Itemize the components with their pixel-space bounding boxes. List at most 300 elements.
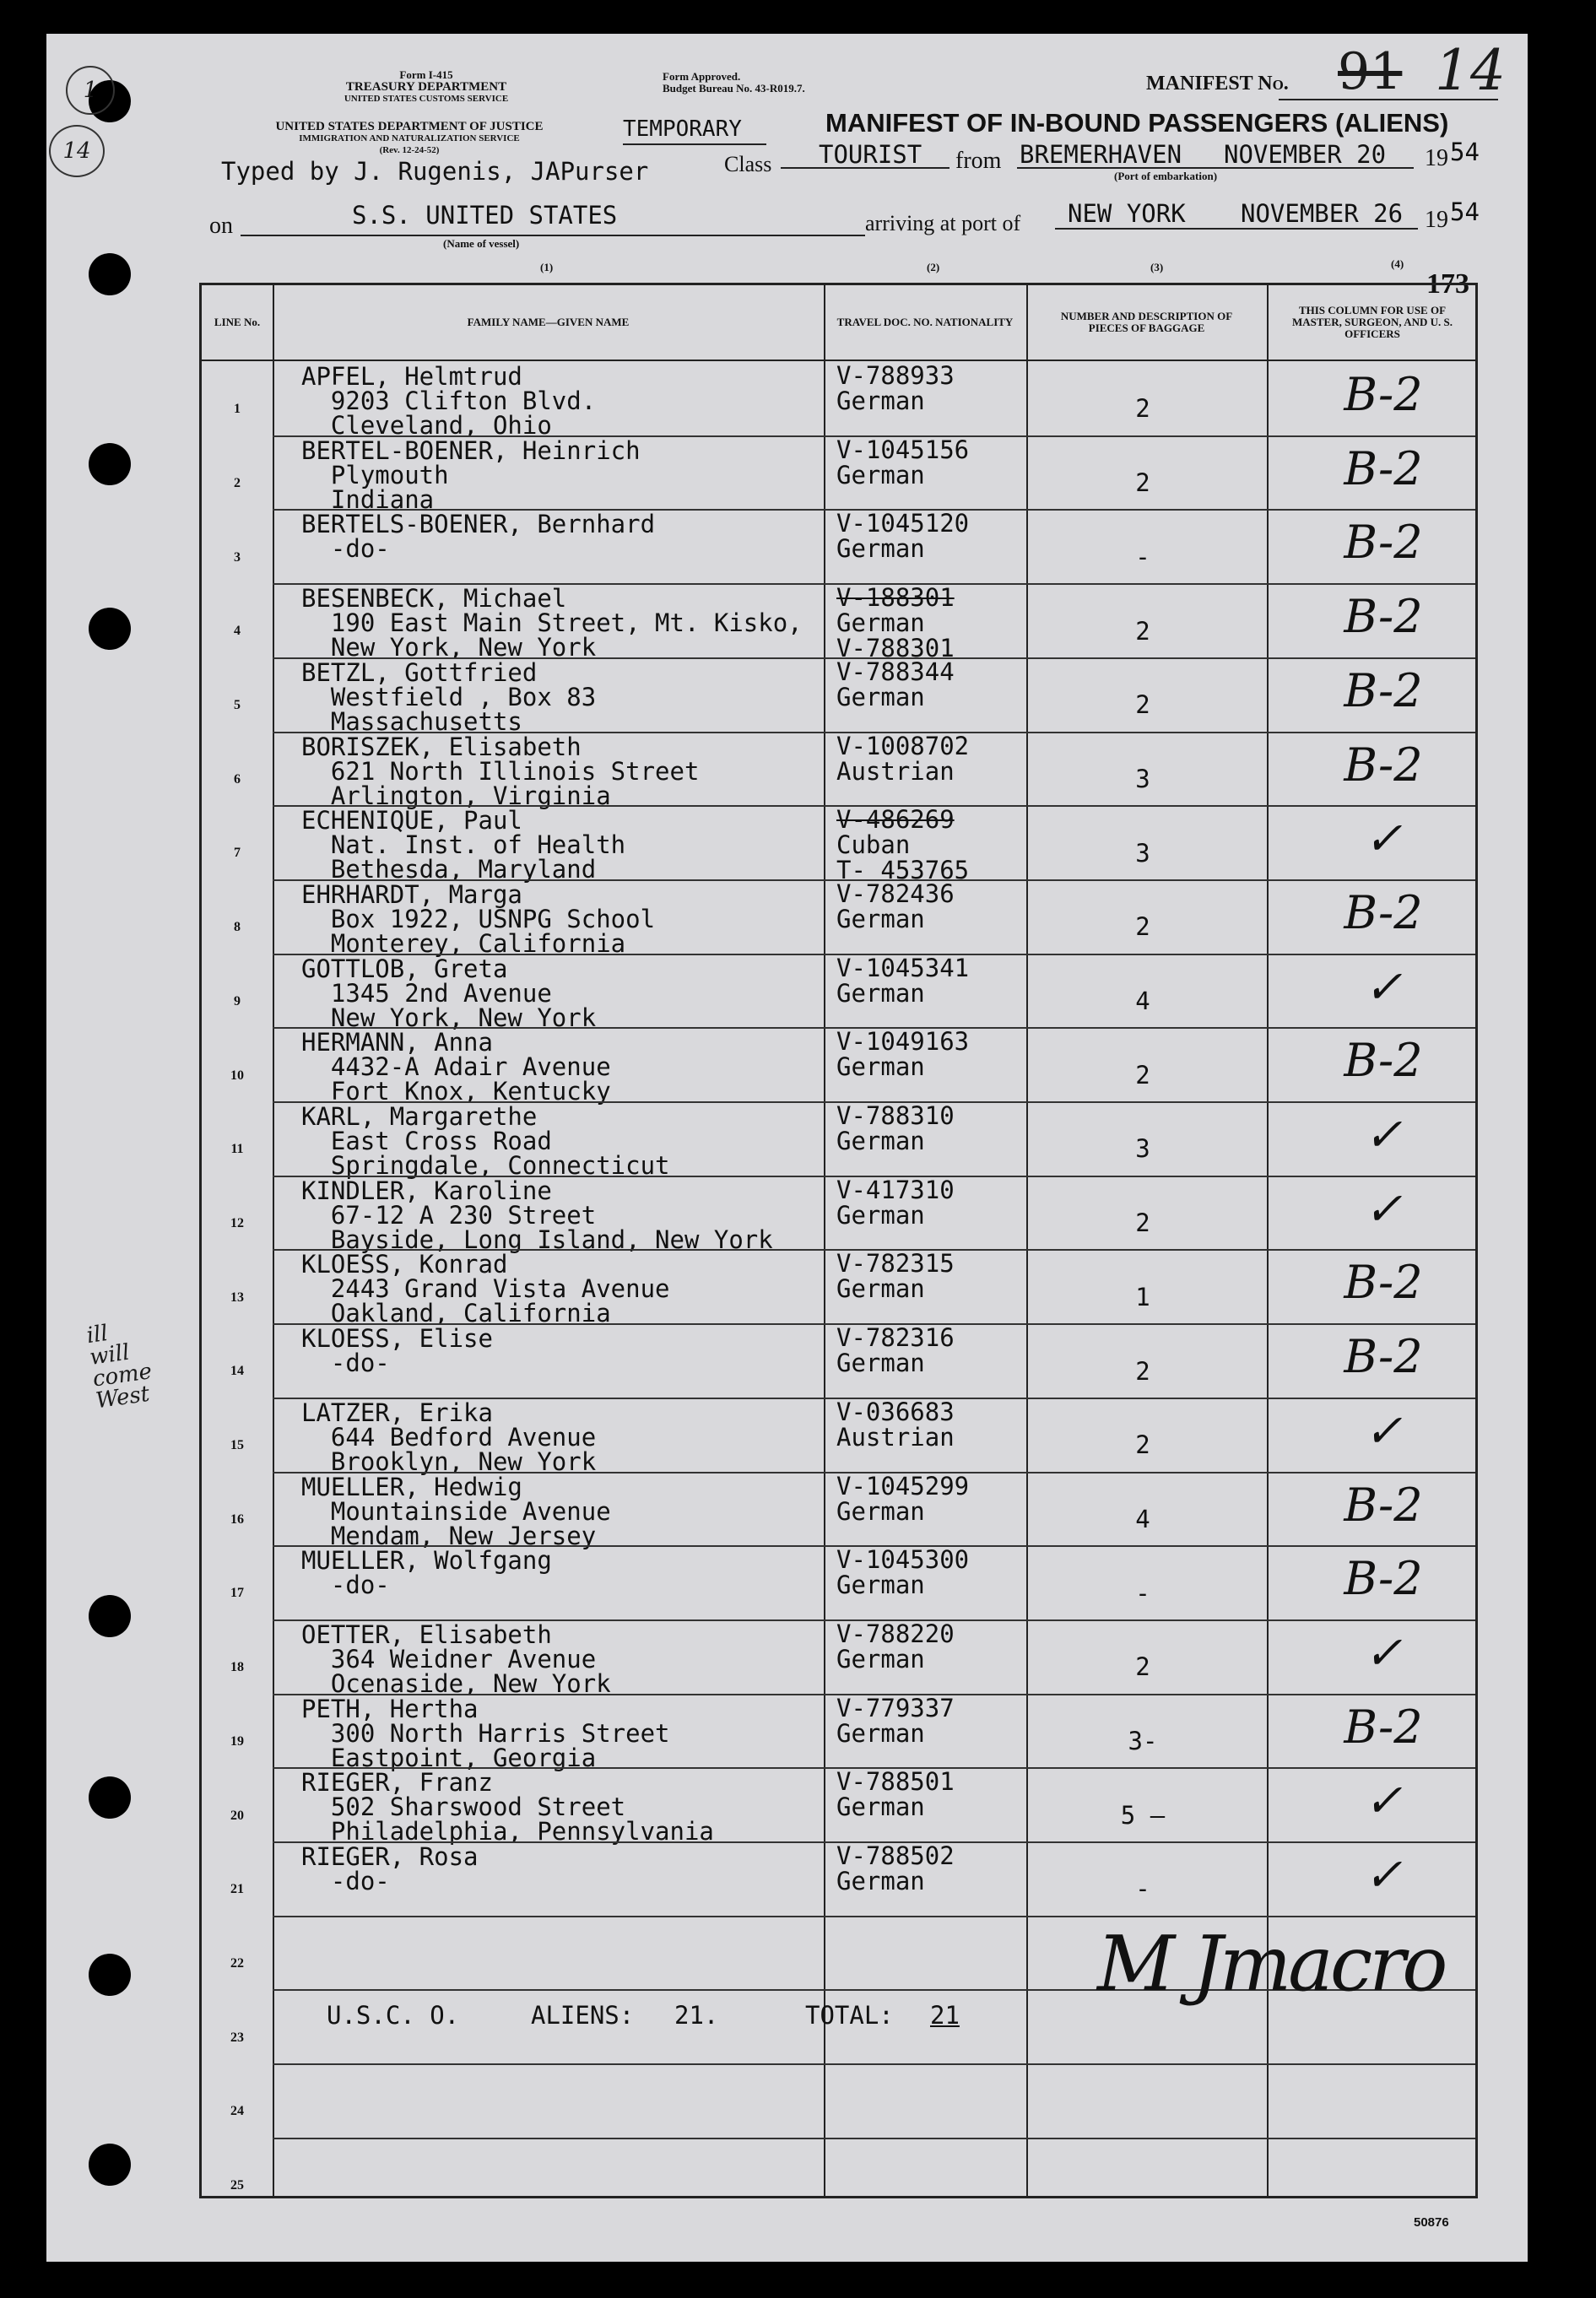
nationality: Austrian xyxy=(836,1422,955,1452)
class-underline xyxy=(781,167,949,169)
table-row xyxy=(202,731,1475,810)
table-row xyxy=(202,1027,1475,1106)
officer-mark: B-2 xyxy=(1344,590,1423,644)
passenger-address-line: Box 1922, USNPG School xyxy=(301,904,656,933)
line-number: 24 xyxy=(230,2104,244,2119)
travel-doc-nationality xyxy=(836,1325,955,1376)
travel-doc-number: V-788502 xyxy=(836,1841,955,1870)
margin-note: ill will come West xyxy=(84,1320,154,1414)
table-row xyxy=(202,1397,1475,1476)
passenger-address-line: Bayside, Long Island, New York xyxy=(301,1225,773,1254)
row-divider xyxy=(273,1249,1475,1251)
page-number: 173 xyxy=(1426,268,1469,300)
summary-total-label: TOTAL: xyxy=(805,2001,894,2030)
passenger-address-line: Massachusetts xyxy=(301,706,522,736)
passenger-address-line: 364 Weidner Avenue xyxy=(301,1644,597,1673)
nationality: German xyxy=(836,1496,925,1526)
travel-doc-nationality xyxy=(836,1547,969,1598)
passenger-address-line: Westfield , Box 83 xyxy=(301,682,597,711)
summary-aliens-value: 21. xyxy=(674,2001,719,2030)
arrival-underline xyxy=(1055,228,1418,230)
baggage-count: - xyxy=(1135,1578,1150,1608)
from-port: BREMERHAVEN xyxy=(1020,140,1182,169)
travel-doc-number: V-188301 xyxy=(836,583,955,613)
passenger-name: BETZL, Gottfried xyxy=(301,657,538,687)
travel-doc-nationality xyxy=(836,1177,955,1228)
nationality: German xyxy=(836,978,925,1008)
nationality: German xyxy=(836,1718,925,1748)
officer-mark: ✓ xyxy=(1364,1625,1403,1679)
line-number: 14 xyxy=(230,1364,244,1379)
row-divider xyxy=(273,1841,1475,1843)
line-number: 17 xyxy=(230,1586,244,1601)
passenger-name: BORISZEK, Elisabeth xyxy=(301,732,582,761)
passenger-address-line: Ocenaside, New York xyxy=(301,1668,611,1698)
passenger-address-line: Arlington, Virginia xyxy=(301,781,611,810)
travel-doc-nationality xyxy=(836,509,970,564)
nationality: German xyxy=(836,1052,925,1082)
passenger-name-address xyxy=(301,808,625,882)
line-number: 18 xyxy=(230,1660,244,1675)
officer-mark: B-2 xyxy=(1344,1478,1423,1532)
passenger-name-address xyxy=(301,1030,611,1104)
passenger-address-line: Fort Knox, Kentucky xyxy=(301,1077,611,1106)
row-divider xyxy=(273,435,1475,437)
passenger-name-address xyxy=(301,657,597,736)
passenger-name: KLOESS, Elise xyxy=(301,1324,493,1354)
officer-mark: B-2 xyxy=(1344,1256,1423,1310)
passenger-name: KLOESS, Konrad xyxy=(301,1250,508,1279)
travel-doc-number: V-036683 xyxy=(836,1397,955,1426)
officer-mark: B-2 xyxy=(1344,441,1423,495)
table-row xyxy=(202,1693,1475,1772)
passenger-name: GOTTLOB, Greta xyxy=(301,954,508,983)
row-divider xyxy=(273,509,1475,511)
justice-block: UNITED STATES DEPARTMENT OF JUSTICE IMMIGRATION AND NATURALIZATION SERVICE (Rev. 12-24-52) xyxy=(275,120,544,155)
nationality: Austrian xyxy=(836,756,955,786)
col-number-4: (4) xyxy=(1391,257,1404,270)
passenger-name: HERMANN, Anna xyxy=(301,1028,493,1057)
baggage-count: 3 xyxy=(1135,764,1150,793)
passenger-address-line: East Cross Road xyxy=(301,1127,552,1155)
table-row xyxy=(202,657,1475,736)
arrival-date: NOVEMBER 26 xyxy=(1241,199,1404,228)
passenger-address-line: 9203 Clifton Blvd. xyxy=(301,387,597,415)
passenger-name: OETTER, Elisabeth xyxy=(301,1619,552,1649)
table-row xyxy=(202,583,1475,663)
passenger-name-address xyxy=(301,954,597,1032)
travel-doc-nationality xyxy=(836,1621,955,1672)
line-number: 10 xyxy=(230,1068,244,1083)
travel-doc-nationality xyxy=(836,437,969,488)
passenger-name-address xyxy=(301,1324,493,1378)
baggage-count: 2 xyxy=(1135,1652,1150,1682)
passenger-address-line: 2443 Grand Vista Avenue xyxy=(301,1274,670,1304)
passenger-name: KARL, Margarethe xyxy=(301,1102,538,1131)
baggage-count: 3 xyxy=(1135,1134,1150,1164)
travel-doc-nationality xyxy=(836,1695,955,1746)
nationality: German xyxy=(836,904,925,933)
passenger-address-line: 67-12 A 230 Street xyxy=(301,1200,597,1230)
officer-mark: B-2 xyxy=(1344,1700,1423,1754)
baggage-count: - xyxy=(1135,1874,1150,1904)
passenger-address-line: -do- xyxy=(301,1571,390,1600)
col-header-doc: TRAVEL DOC. NO. NATIONALITY xyxy=(824,285,1026,361)
vessel-name: S.S. UNITED STATES xyxy=(352,201,618,230)
officer-mark: ✓ xyxy=(1364,1774,1403,1828)
passenger-name: BERTELS-BOENER, Bernhard xyxy=(301,510,656,539)
travel-doc-nationality xyxy=(836,363,955,414)
passenger-address-line: Brooklyn, New York xyxy=(301,1446,597,1476)
travel-doc-nationality xyxy=(836,881,955,932)
punch-hole xyxy=(89,1776,131,1819)
row-divider xyxy=(273,657,1475,659)
travel-doc-nationality xyxy=(836,955,969,1006)
travel-doc-nationality xyxy=(836,1027,970,1082)
line-number: 8 xyxy=(234,920,241,935)
manifest-hand-number: 14 xyxy=(1435,38,1506,103)
passenger-address-line: Bethesda, Maryland xyxy=(301,855,597,884)
nationality: German xyxy=(836,1792,925,1822)
travel-doc-number: V-1045156 xyxy=(836,435,970,464)
row-divider xyxy=(273,2138,1475,2139)
travel-doc-nationality xyxy=(836,733,969,784)
baggage-count: 2 xyxy=(1135,690,1150,720)
passenger-address-line: Mendam, New Jersey xyxy=(301,1521,597,1550)
travel-doc-nationality xyxy=(836,807,969,883)
travel-doc-number: V-1049163 xyxy=(836,1027,970,1057)
row-divider xyxy=(273,1694,1475,1695)
passenger-address-line: 1345 2nd Avenue xyxy=(301,978,552,1008)
passenger-address-line: Eastpoint, Georgia xyxy=(301,1743,597,1772)
punch-hole xyxy=(89,2144,131,2186)
line-number: 12 xyxy=(230,1215,244,1230)
temporary-stamp: TEMPORARY xyxy=(623,116,742,142)
line-number: 4 xyxy=(234,624,241,639)
arrival-year: 54 xyxy=(1450,197,1480,226)
travel-doc-number: V-417310 xyxy=(836,1175,955,1204)
table-row xyxy=(202,805,1475,885)
punch-hole xyxy=(89,1595,131,1637)
row-divider xyxy=(273,1472,1475,1473)
line-number: 1 xyxy=(234,402,241,417)
temporary-underline xyxy=(623,143,766,145)
line-number: 2 xyxy=(234,475,241,490)
passenger-address-line: -do- xyxy=(301,534,390,564)
passenger-address-line: New York, New York xyxy=(301,633,597,662)
passenger-name: ECHENIQUE, Paul xyxy=(301,806,522,835)
table-row xyxy=(202,2063,1475,2138)
passenger-name: APFEL, Helmtrud xyxy=(301,362,522,391)
typed-by: Typed by J. Rugenis, JAPurser xyxy=(221,157,649,186)
baggage-count: - xyxy=(1135,542,1150,571)
passenger-name-address xyxy=(301,1694,670,1772)
form-approved: Form Approved. Budget Bureau No. 43-R019.7. xyxy=(663,70,805,95)
baggage-count: 4 xyxy=(1135,987,1150,1016)
travel-doc-number: V-788310 xyxy=(836,1101,955,1130)
travel-doc-number: V-788344 xyxy=(836,657,955,686)
from-year: 54 xyxy=(1450,138,1480,166)
passenger-name-address xyxy=(301,510,656,564)
passenger-address-line: Plymouth xyxy=(301,460,449,489)
passenger-address-line: -do- xyxy=(301,1867,390,1895)
nationality: German xyxy=(836,1349,925,1378)
table-row xyxy=(202,435,1475,514)
officer-mark: B-2 xyxy=(1344,663,1423,717)
passenger-name-address xyxy=(301,1252,670,1326)
passenger-name: PETH, Hertha xyxy=(301,1694,479,1723)
punch-hole xyxy=(89,253,131,295)
col-header-line: LINE No. xyxy=(202,285,273,361)
nationality: German xyxy=(836,387,925,415)
passenger-address-line: New York, New York xyxy=(301,1003,597,1032)
passenger-address-line: Indiana xyxy=(301,484,435,514)
line-number: 25 xyxy=(230,2178,244,2193)
on-label: on xyxy=(209,213,233,239)
nationality: German xyxy=(836,534,925,564)
passenger-address-line: Oakland, California xyxy=(301,1299,611,1328)
row-divider xyxy=(273,2063,1475,2065)
row-divider xyxy=(273,1767,1475,1769)
passenger-name: RIEGER, Franz xyxy=(301,1768,493,1798)
passenger-name-address xyxy=(301,362,597,440)
passenger-address-line: 300 North Harris Street xyxy=(301,1718,670,1748)
passenger-name-address xyxy=(301,1472,611,1550)
port-embark-caption: (Port of embarkation) xyxy=(1114,170,1218,182)
nationality: German xyxy=(836,1127,925,1155)
treasury-block: Form I-415 TREASURY DEPARTMENT UNITED STATES CUSTOMS SERVICE xyxy=(344,68,509,104)
baggage-count: 4 xyxy=(1135,1504,1150,1533)
vessel-caption: (Name of vessel) xyxy=(443,237,520,250)
passenger-name-address xyxy=(301,1619,611,1698)
summary-total-value: 21 xyxy=(930,2001,960,2030)
passenger-name-address xyxy=(301,1842,479,1895)
passenger-address-line: Cleveland, Ohio xyxy=(301,411,552,440)
punch-hole xyxy=(89,608,131,650)
officer-signature: M Jmacro xyxy=(1097,1920,1445,2009)
travel-doc-nationality xyxy=(836,1473,969,1524)
manifest-label: MANIFEST No. xyxy=(1146,73,1289,95)
punch-hole xyxy=(89,1954,131,1996)
baggage-count: 3 xyxy=(1135,838,1150,868)
passenger-name-address xyxy=(301,1176,773,1254)
nationality: Cuban xyxy=(836,830,911,860)
travel-doc-number: V-1045300 xyxy=(836,1545,970,1575)
line-number: 11 xyxy=(230,1142,244,1157)
passenger-address-line: Nat. Inst. of Health xyxy=(301,830,626,860)
officer-mark: B-2 xyxy=(1344,1034,1423,1088)
col-header-baggage: NUMBER AND DESCRIPTION OF PIECES OF BAGGAGE xyxy=(1026,285,1267,361)
officer-mark: ✓ xyxy=(1364,1108,1403,1161)
class-label: Class xyxy=(724,152,772,176)
manifest-title: MANIFEST OF IN-BOUND PASSENGERS (ALIENS) xyxy=(825,108,1449,138)
baggage-count: 2 xyxy=(1135,616,1150,646)
baggage-count: 2 xyxy=(1135,394,1150,424)
vessel-underline xyxy=(241,235,865,236)
passenger-name: BESENBECK, Michael xyxy=(301,584,567,614)
travel-doc-number: V-779337 xyxy=(836,1693,955,1722)
travel-doc-number: V-1045120 xyxy=(836,509,970,538)
nationality: German xyxy=(836,1867,925,1895)
row-divider xyxy=(273,1027,1475,1029)
travel-doc-nationality xyxy=(836,1399,955,1450)
officer-mark: ✓ xyxy=(1364,1848,1403,1901)
baggage-count: 1 xyxy=(1135,1282,1150,1311)
travel-doc-nationality xyxy=(836,1767,955,1822)
table-row xyxy=(202,1249,1475,1328)
passenger-address-line: Springdale, Connecticut xyxy=(301,1151,670,1180)
baggage-count: 2 xyxy=(1135,912,1150,942)
baggage-count: 3- xyxy=(1128,1727,1158,1756)
travel-doc-number: V-1008702 xyxy=(836,731,970,760)
nationality: German xyxy=(836,1274,925,1304)
passenger-name: BERTEL-BOENER, Heinrich xyxy=(301,435,641,465)
baggage-count: 2 xyxy=(1135,1356,1150,1386)
from-date: NOVEMBER 20 xyxy=(1224,140,1387,169)
travel-doc-nationality xyxy=(836,659,955,710)
nationality: German xyxy=(836,1571,925,1600)
line-number: 21 xyxy=(230,1882,244,1897)
row-divider xyxy=(273,1176,1475,1177)
row-divider xyxy=(273,1101,1475,1103)
table-row xyxy=(202,953,1475,1032)
baggage-count: 2 xyxy=(1135,1060,1150,1090)
table-row xyxy=(202,2138,1475,2212)
line-number: 6 xyxy=(234,771,241,787)
passenger-name: EHRHARDT, Marga xyxy=(301,879,522,909)
table-row xyxy=(202,1545,1475,1619)
col-number-3: (3) xyxy=(1150,261,1164,273)
officer-mark: B-2 xyxy=(1344,368,1423,421)
passenger-name-address xyxy=(301,1546,552,1600)
passenger-name-address xyxy=(301,1398,597,1476)
line-number: 5 xyxy=(234,698,241,713)
travel-doc-number: V-782315 xyxy=(836,1249,955,1279)
form-code: 50876 xyxy=(1414,2215,1449,2230)
officer-mark: ✓ xyxy=(1364,960,1403,1014)
passenger-name-address xyxy=(301,584,803,662)
passenger-address-line: 190 East Main Street, Mt. Kisko, xyxy=(301,608,803,638)
arriving-label: arriving at port of xyxy=(865,211,1021,235)
arrival-port: NEW YORK xyxy=(1068,199,1186,228)
officer-mark: B-2 xyxy=(1344,1552,1423,1606)
from-label: from xyxy=(955,148,1002,174)
class-value: TOURIST xyxy=(819,140,922,169)
passenger-name-address xyxy=(301,1768,714,1847)
baggage-count: 2 xyxy=(1135,1430,1150,1460)
nationality: German xyxy=(836,682,925,711)
line-number: 13 xyxy=(230,1290,244,1305)
officer-mark: ✓ xyxy=(1364,812,1403,866)
row-divider xyxy=(273,1323,1475,1325)
passenger-name: KINDLER, Karoline xyxy=(301,1176,552,1205)
arrival-year-prefix: 19 xyxy=(1425,207,1448,233)
line-number: 9 xyxy=(234,993,241,1008)
line-number: 3 xyxy=(234,549,241,565)
travel-doc-number: V-788220 xyxy=(836,1619,955,1648)
line-number: 7 xyxy=(234,846,241,861)
line-number: 16 xyxy=(230,1511,244,1527)
line-number: 22 xyxy=(230,1955,244,1971)
nationality: German xyxy=(836,608,925,638)
table-row xyxy=(202,1471,1475,1550)
table-row xyxy=(202,1101,1475,1180)
officer-mark: B-2 xyxy=(1344,516,1423,570)
table-row xyxy=(202,1175,1475,1254)
officer-mark: ✓ xyxy=(1364,1403,1403,1457)
corner-circle-note: 1 xyxy=(66,66,115,115)
row-divider xyxy=(273,732,1475,733)
table-row xyxy=(202,1619,1475,1698)
baggage-count: 2 xyxy=(1135,468,1150,498)
passenger-name-address xyxy=(301,435,641,514)
table-row xyxy=(202,509,1475,583)
line-number: 20 xyxy=(230,1808,244,1823)
travel-doc-number: V-486269 xyxy=(836,805,955,835)
line-number: 19 xyxy=(230,1733,244,1749)
table-row xyxy=(202,1323,1475,1398)
punch-hole xyxy=(89,443,131,485)
travel-doc-number: V-788501 xyxy=(836,1767,955,1797)
travel-doc-number: V-1045341 xyxy=(836,953,970,982)
officer-mark: B-2 xyxy=(1344,1330,1423,1384)
travel-doc-nationality xyxy=(836,1249,955,1304)
col-number-2: (2) xyxy=(927,261,940,273)
passenger-address-line: 644 Bedford Avenue xyxy=(301,1422,597,1452)
from-underline xyxy=(1017,167,1414,169)
line-number: 23 xyxy=(230,2030,244,2045)
from-year-prefix: 19 xyxy=(1425,145,1448,171)
travel-doc-number: V-782316 xyxy=(836,1323,955,1353)
row-divider xyxy=(273,583,1475,585)
row-divider xyxy=(273,879,1475,881)
row-divider xyxy=(273,805,1475,807)
officer-mark: B-2 xyxy=(1344,738,1423,792)
table-row xyxy=(202,1841,1475,1916)
passenger-name: MUELLER, Wolfgang xyxy=(301,1546,552,1576)
manifest-underline xyxy=(1279,99,1498,100)
passenger-address-line: Monterey, California xyxy=(301,928,626,958)
officer-mark: ✓ xyxy=(1364,1181,1403,1236)
officer-mark: B-2 xyxy=(1344,885,1423,939)
nationality: German xyxy=(836,1200,925,1230)
col-number-1: (1) xyxy=(540,261,554,273)
row-divider xyxy=(273,1619,1475,1621)
baggage-count: 5 — xyxy=(1120,1800,1166,1830)
passenger-name-address xyxy=(301,879,656,958)
passenger-address-line: 621 North Illinois Street xyxy=(301,756,700,786)
travel-doc-number: V-1045299 xyxy=(836,1471,970,1500)
passenger-address-line: Mountainside Avenue xyxy=(301,1496,611,1526)
line-number: 15 xyxy=(230,1438,244,1453)
travel-doc-nationality xyxy=(836,1103,955,1154)
passenger-name-address xyxy=(301,1102,670,1180)
travel-doc-number: V-782436 xyxy=(836,879,955,908)
nationality: German xyxy=(836,460,925,489)
summary-aliens-label: ALIENS: xyxy=(531,2001,635,2030)
nationality: German xyxy=(836,1644,925,1673)
col-header-name: FAMILY NAME—GIVEN NAME xyxy=(273,285,824,361)
table-row xyxy=(202,361,1475,440)
passenger-address-line: -do- xyxy=(301,1349,390,1378)
passenger-name: LATZER, Erika xyxy=(301,1398,493,1427)
travel-doc-nationality xyxy=(836,1843,955,1894)
row-divider xyxy=(273,1916,1475,1917)
passenger-address-line: 502 Sharswood Street xyxy=(301,1792,626,1822)
passenger-name-address xyxy=(301,732,700,810)
col-header-officers: THIS COLUMN FOR USE OF MASTER, SURGEON, AND U. S. OFFICERS xyxy=(1267,285,1478,361)
passenger-address-line: 4432-A Adair Avenue xyxy=(301,1052,611,1082)
